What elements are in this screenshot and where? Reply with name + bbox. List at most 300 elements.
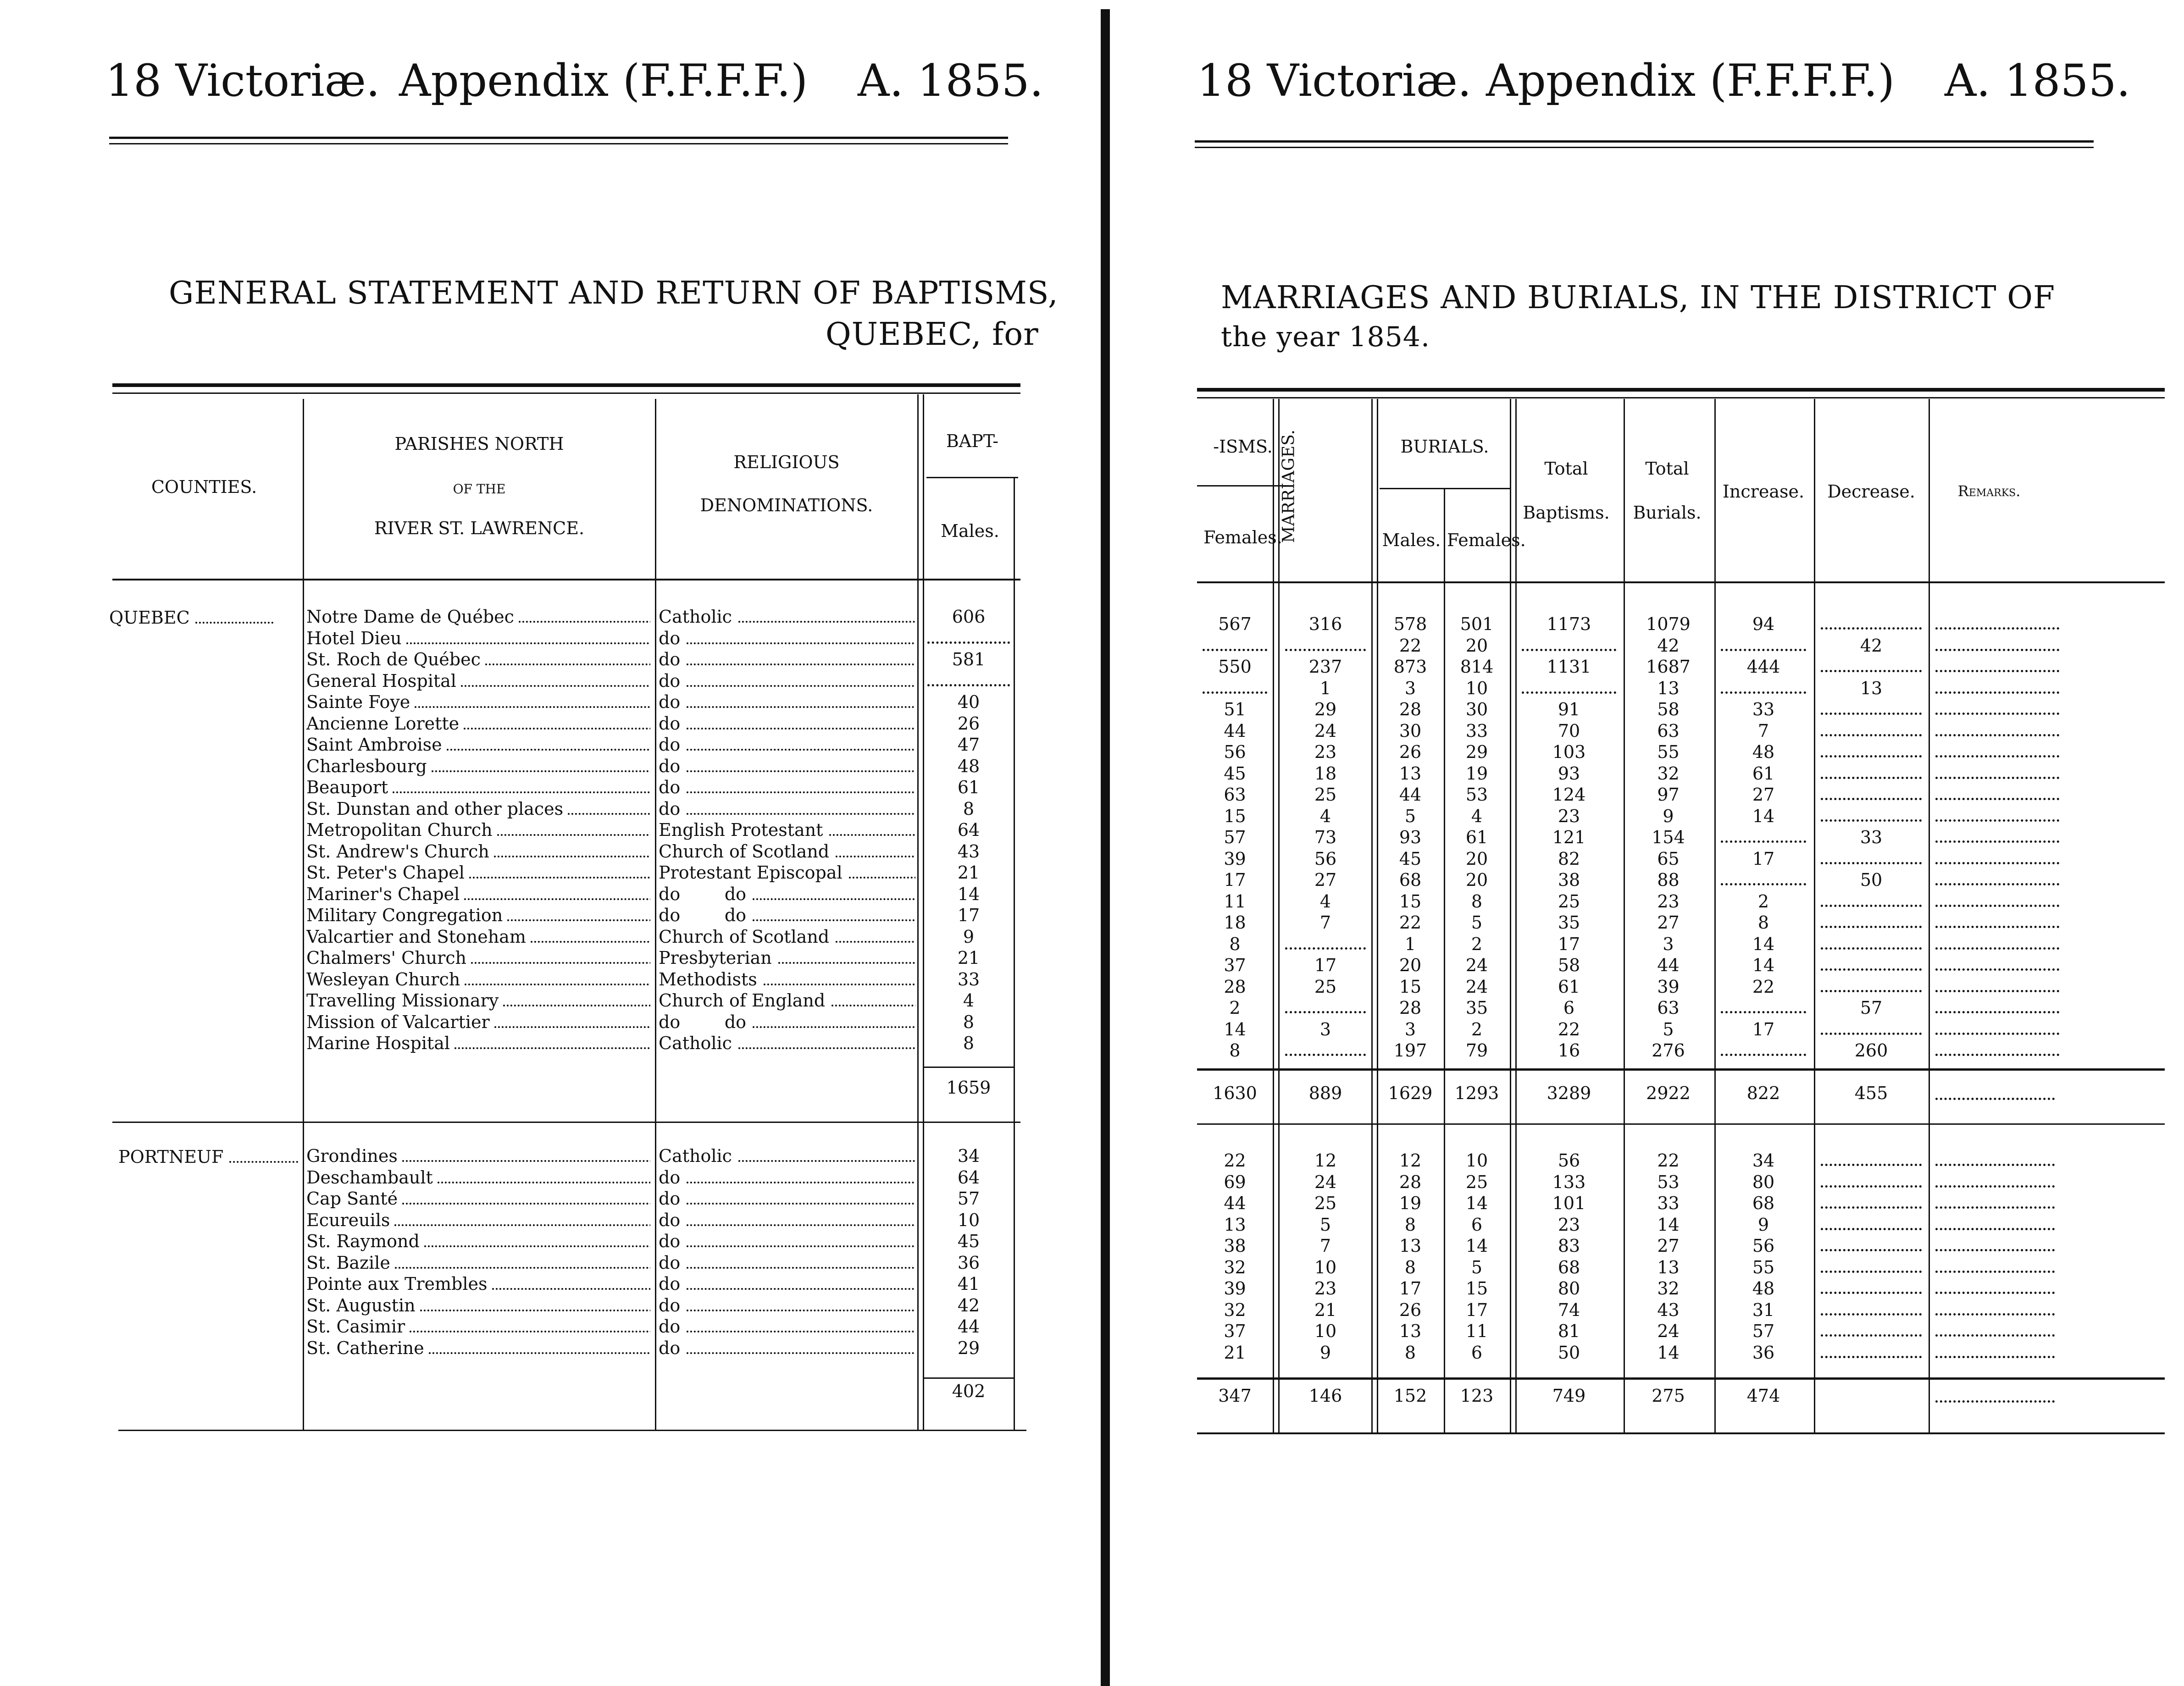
quebec-row-13-inc: 2 bbox=[1757, 891, 1769, 912]
left-table-top-rule-2 bbox=[112, 392, 1020, 394]
quebec-row-17-inc: 22 bbox=[1752, 976, 1775, 997]
quebec-row-8-mar: 25 bbox=[1314, 785, 1337, 805]
quebec-row-12-tu: 88 bbox=[1657, 870, 1680, 890]
quebec-row-14-tu: 27 bbox=[1657, 912, 1680, 933]
quebec-row-2-uf: 814 bbox=[1460, 657, 1494, 677]
quebec-row-15-inc: 14 bbox=[1752, 934, 1775, 954]
quebec-row-0-um: 578 bbox=[1393, 614, 1427, 634]
portneuf-total-uf: 123 bbox=[1460, 1386, 1494, 1406]
portneuf-row-3-bapt-males: 10 bbox=[957, 1210, 980, 1230]
vline-denom-a bbox=[917, 394, 919, 1431]
portneuf-row-9-um: 8 bbox=[1404, 1342, 1416, 1363]
quebec-row-6-tu: 55 bbox=[1657, 742, 1680, 762]
quebec-row-9-uf: 4 bbox=[1471, 806, 1483, 826]
quebec-row-20-bf: 8 bbox=[1229, 1040, 1241, 1061]
quebec-row-15-dec-blank bbox=[1821, 947, 1922, 950]
portneuf-row-1-inc: 80 bbox=[1752, 1172, 1775, 1192]
quebec-row-8-uf: 53 bbox=[1465, 785, 1488, 805]
quebec-row-12-parish: St. Peter's Chapel bbox=[306, 862, 650, 883]
left-header-rule-2 bbox=[109, 143, 1008, 144]
quebec-row-20-tb: 16 bbox=[1558, 1040, 1580, 1061]
quebec-row-17-um: 15 bbox=[1399, 976, 1422, 997]
rvline-bur-females bbox=[1510, 399, 1511, 1433]
vline-parishes bbox=[655, 399, 656, 1431]
quebec-row-7-parish: Charlesbourg bbox=[306, 756, 650, 777]
quebec-row-15-bapt-males: 9 bbox=[963, 926, 975, 947]
quebec-row-19-mar: 3 bbox=[1319, 1019, 1331, 1039]
portneuf-total-inc: 474 bbox=[1746, 1386, 1780, 1406]
quebec-total-um: 1629 bbox=[1388, 1083, 1433, 1103]
col-marriages: MARRIAGES. bbox=[1279, 429, 1298, 543]
quebec-row-2-tb: 1131 bbox=[1547, 657, 1591, 677]
county-quebec: QUEBEC bbox=[109, 607, 273, 628]
portneuf-row-1-bf: 69 bbox=[1224, 1172, 1246, 1192]
portneuf-row-9-mar: 9 bbox=[1319, 1342, 1331, 1363]
quebec-total-tu: 2922 bbox=[1646, 1083, 1691, 1103]
quebec-row-2-bapt-males: 581 bbox=[952, 649, 986, 669]
portneuf-row-1-mar: 24 bbox=[1314, 1172, 1337, 1192]
quebec-row-9-mar: 4 bbox=[1319, 806, 1331, 826]
portneuf-row-0-denomination: Catholic bbox=[659, 1145, 915, 1166]
quebec-row-19-bf: 14 bbox=[1224, 1019, 1246, 1039]
portneuf-row-5-dec-blank bbox=[1821, 1271, 1922, 1273]
quebec-males-total-rule bbox=[923, 1067, 1014, 1068]
rvline-increase bbox=[1814, 399, 1815, 1433]
quebec-row-2-remarks-blank bbox=[1935, 670, 2059, 672]
quebec-row-19-bapt-males: 8 bbox=[963, 1012, 975, 1032]
quebec-row-17-bapt-males: 33 bbox=[957, 969, 980, 989]
portneuf-row-2-uf: 14 bbox=[1465, 1193, 1488, 1213]
portneuf-row-8-inc: 57 bbox=[1752, 1321, 1775, 1341]
quebec-row-6-tb: 103 bbox=[1552, 742, 1586, 762]
portneuf-row-2-dec-blank bbox=[1821, 1206, 1922, 1209]
portneuf-row-8-dec-blank bbox=[1821, 1334, 1922, 1337]
quebec-row-10-dec: 33 bbox=[1860, 827, 1883, 847]
quebec-row-4-um: 28 bbox=[1399, 699, 1422, 719]
quebec-row-7-um: 13 bbox=[1399, 763, 1422, 784]
quebec-row-8-bf: 63 bbox=[1224, 785, 1246, 805]
portneuf-row-8-uf: 11 bbox=[1465, 1321, 1488, 1341]
quebec-row-11-uf: 20 bbox=[1465, 848, 1488, 869]
right-header-rule-2 bbox=[1195, 147, 2094, 148]
portneuf-row-7-remarks-blank bbox=[1935, 1313, 2055, 1316]
quebec-row-10-tu: 154 bbox=[1652, 827, 1685, 847]
quebec-row-10-bapt-males: 64 bbox=[957, 820, 980, 840]
col-decrease: Decrease. bbox=[1827, 481, 1915, 502]
quebec-row-4-bapt-males: 40 bbox=[957, 692, 980, 712]
quebec-row-5-inc: 7 bbox=[1757, 720, 1769, 741]
quebec-row-9-inc: 14 bbox=[1752, 806, 1775, 826]
portneuf-total-bf: 347 bbox=[1218, 1386, 1252, 1406]
quebec-row-0-dec-blank bbox=[1821, 627, 1922, 630]
quebec-row-19-denomination: do do bbox=[659, 1012, 915, 1033]
quebec-row-11-tb: 82 bbox=[1558, 848, 1580, 869]
right-table-top-rule-2 bbox=[1197, 397, 2165, 398]
portneuf-row-7-parish: St. Augustin bbox=[306, 1295, 650, 1316]
quebec-row-9-um: 5 bbox=[1404, 806, 1416, 826]
quebec-row-5-tb: 70 bbox=[1558, 720, 1580, 741]
quebec-row-4-uf: 30 bbox=[1465, 699, 1488, 719]
quebec-row-15-parish: Valcartier and Stoneham bbox=[306, 926, 650, 947]
quebec-row-1-parish: Hotel Dieu bbox=[306, 628, 650, 649]
quebec-row-7-uf: 19 bbox=[1465, 763, 1488, 784]
portneuf-row-3-dec-blank bbox=[1821, 1228, 1922, 1230]
quebec-row-10-inc-blank bbox=[1721, 840, 1806, 843]
quebec-row-5-remarks-blank bbox=[1935, 734, 2059, 736]
col-counties: COUNTIES. bbox=[151, 477, 257, 497]
col-burials: BURIALS. bbox=[1400, 437, 1489, 457]
quebec-row-16-denomination: Presbyterian bbox=[659, 947, 915, 968]
portneuf-row-0-inc: 34 bbox=[1752, 1150, 1775, 1171]
quebec-row-10-remarks-blank bbox=[1935, 840, 2059, 843]
quebec-total-tb: 3289 bbox=[1547, 1083, 1591, 1103]
quebec-row-4-bf: 51 bbox=[1224, 699, 1246, 719]
portneuf-row-3-denomination: do bbox=[659, 1210, 915, 1231]
quebec-row-2-mar: 237 bbox=[1308, 657, 1342, 677]
quebec-row-19-dec-blank bbox=[1821, 1033, 1922, 1035]
quebec-row-16-bapt-males: 21 bbox=[957, 948, 980, 968]
portneuf-row-6-parish: Pointe aux Trembles bbox=[306, 1273, 650, 1294]
quebec-row-7-dec-blank bbox=[1821, 777, 1922, 779]
quebec-row-15-mar-blank bbox=[1285, 947, 1366, 950]
quebec-row-1-tu: 42 bbox=[1657, 635, 1680, 656]
quebec-row-0-tb: 1173 bbox=[1547, 614, 1591, 634]
quebec-row-5-um: 30 bbox=[1399, 720, 1422, 741]
quebec-row-14-tb: 35 bbox=[1558, 912, 1580, 933]
quebec-row-13-um: 15 bbox=[1399, 891, 1422, 912]
quebec-row-16-mar: 17 bbox=[1314, 955, 1337, 975]
quebec-row-3-inc-blank bbox=[1721, 691, 1806, 694]
county-portneuf: PORTNEUF bbox=[118, 1146, 298, 1167]
portneuf-row-4-parish: St. Raymond bbox=[306, 1231, 650, 1252]
quebec-total-rule-right bbox=[1197, 1068, 2165, 1071]
quebec-row-18-parish: Travelling Missionary bbox=[306, 990, 650, 1011]
quebec-row-3-uf: 10 bbox=[1465, 678, 1488, 698]
quebec-row-19-tu: 5 bbox=[1663, 1019, 1674, 1039]
quebec-row-4-inc: 33 bbox=[1752, 699, 1775, 719]
quebec-row-6-inc: 48 bbox=[1752, 742, 1775, 762]
quebec-row-6-parish: Saint Ambroise bbox=[306, 734, 650, 755]
quebec-row-11-mar: 56 bbox=[1314, 848, 1337, 869]
quebec-row-11-parish: St. Andrew's Church bbox=[306, 841, 650, 862]
portneuf-row-5-tu: 13 bbox=[1657, 1257, 1680, 1277]
left-title-line2: QUEBEC, for bbox=[826, 316, 1039, 353]
portneuf-row-2-tu: 33 bbox=[1657, 1193, 1680, 1213]
portneuf-total-tb: 749 bbox=[1552, 1386, 1586, 1406]
quebec-row-6-bapt-males: 47 bbox=[957, 735, 980, 755]
portneuf-row-2-denomination: do bbox=[659, 1188, 915, 1209]
quebec-row-3-mar: 1 bbox=[1319, 678, 1331, 698]
portneuf-row-7-mar: 21 bbox=[1314, 1299, 1337, 1320]
quebec-row-6-bf: 56 bbox=[1224, 742, 1246, 762]
portneuf-row-3-uf: 6 bbox=[1471, 1214, 1483, 1235]
portneuf-row-2-remarks-blank bbox=[1935, 1206, 2055, 1209]
quebec-row-15-um: 1 bbox=[1404, 934, 1416, 954]
portneuf-males-total: 402 bbox=[952, 1381, 986, 1401]
quebec-row-1-uf: 20 bbox=[1465, 635, 1488, 656]
quebec-row-3-bapt-males-blank bbox=[927, 684, 1010, 686]
portneuf-row-6-bapt-males: 41 bbox=[957, 1274, 980, 1294]
portneuf-row-2-tb: 101 bbox=[1552, 1193, 1586, 1213]
quebec-row-14-bf: 18 bbox=[1224, 912, 1246, 933]
quebec-row-2-bf: 550 bbox=[1218, 657, 1252, 677]
portneuf-row-9-uf: 6 bbox=[1471, 1342, 1483, 1363]
quebec-row-13-dec-blank bbox=[1821, 905, 1922, 907]
quebec-row-7-tu: 32 bbox=[1657, 763, 1680, 784]
portneuf-row-9-tu: 14 bbox=[1657, 1342, 1680, 1363]
portneuf-row-7-bapt-males: 42 bbox=[957, 1295, 980, 1316]
quebec-row-9-bapt-males: 8 bbox=[963, 798, 975, 819]
portneuf-row-8-remarks-blank bbox=[1935, 1334, 2055, 1337]
col-religious-2: DENOMINATIONS. bbox=[700, 495, 873, 515]
portneuf-row-1-denomination: do bbox=[659, 1167, 915, 1188]
quebec-row-13-uf: 8 bbox=[1471, 891, 1483, 912]
portneuf-row-1-parish: Deschambault bbox=[306, 1167, 650, 1188]
portneuf-row-2-mar: 25 bbox=[1314, 1193, 1337, 1213]
right-title-line1: MARRIAGES AND BURIALS, IN THE DISTRICT OF bbox=[1221, 280, 2056, 316]
quebec-row-1-denomination: do bbox=[659, 628, 915, 649]
portneuf-row-4-denomination: do bbox=[659, 1231, 915, 1252]
portneuf-row-7-denomination: do bbox=[659, 1295, 915, 1316]
quebec-row-0-inc: 94 bbox=[1752, 614, 1775, 634]
quebec-row-8-remarks-blank bbox=[1935, 798, 2059, 800]
quebec-row-4-denomination: do bbox=[659, 691, 915, 713]
quebec-row-16-tu: 44 bbox=[1657, 955, 1680, 975]
quebec-row-1-mar-blank bbox=[1285, 649, 1366, 651]
portneuf-row-8-bapt-males: 44 bbox=[957, 1316, 980, 1337]
quebec-row-19-parish: Mission of Valcartier bbox=[306, 1012, 650, 1033]
quebec-row-0-bapt-males: 606 bbox=[952, 607, 986, 627]
col-total-burials-1: Total bbox=[1645, 459, 1689, 479]
quebec-row-2-um: 873 bbox=[1393, 657, 1427, 677]
portneuf-row-2-inc: 68 bbox=[1752, 1193, 1775, 1213]
quebec-row-17-bf: 28 bbox=[1224, 976, 1246, 997]
portneuf-row-9-denomination: do bbox=[659, 1338, 915, 1359]
quebec-row-13-remarks-blank bbox=[1935, 905, 2059, 907]
left-title-line1: GENERAL STATEMENT AND RETURN OF BAPTISMS, bbox=[169, 275, 1059, 311]
quebec-row-0-remarks-blank bbox=[1935, 627, 2059, 630]
quebec-row-7-tb: 93 bbox=[1558, 763, 1580, 784]
quebec-row-6-um: 26 bbox=[1399, 742, 1422, 762]
quebec-row-18-denomination: Church of England bbox=[659, 990, 915, 1011]
quebec-row-7-mar: 18 bbox=[1314, 763, 1337, 784]
col-increase: Increase. bbox=[1722, 481, 1805, 502]
portneuf-row-4-tu: 27 bbox=[1657, 1236, 1680, 1256]
left-session: 18 Victoriæ. bbox=[105, 55, 380, 106]
portneuf-row-8-um: 13 bbox=[1399, 1321, 1422, 1341]
portneuf-row-6-um: 17 bbox=[1399, 1278, 1422, 1299]
quebec-row-11-bapt-males: 43 bbox=[957, 841, 980, 862]
quebec-row-20-dec: 260 bbox=[1854, 1040, 1888, 1061]
quebec-row-18-bapt-males: 4 bbox=[963, 990, 975, 1011]
quebec-row-1-bapt-males-blank bbox=[927, 641, 1010, 644]
quebec-row-3-remarks-blank bbox=[1935, 691, 2059, 694]
quebec-row-7-bf: 45 bbox=[1224, 763, 1246, 784]
portneuf-row-0-parish: Grondines bbox=[306, 1145, 650, 1166]
portneuf-row-5-bapt-males: 36 bbox=[957, 1252, 980, 1273]
portneuf-row-2-um: 19 bbox=[1399, 1193, 1422, 1213]
quebec-row-12-remarks-blank bbox=[1935, 883, 2059, 885]
quebec-row-16-dec-blank bbox=[1821, 968, 1922, 971]
portneuf-row-4-remarks-blank bbox=[1935, 1249, 2055, 1251]
col-religious-1: RELIGIOUS bbox=[733, 452, 840, 472]
left-year: A. 1855. bbox=[858, 55, 1044, 106]
quebec-row-11-denomination: Church of Scotland bbox=[659, 841, 915, 862]
quebec-row-8-inc: 27 bbox=[1752, 785, 1775, 805]
col-burial-males: Males. bbox=[1382, 530, 1441, 550]
quebec-row-18-uf: 35 bbox=[1465, 998, 1488, 1018]
portneuf-row-4-mar: 7 bbox=[1319, 1236, 1331, 1256]
portneuf-row-9-bf: 21 bbox=[1224, 1342, 1246, 1363]
quebec-row-17-denomination: Methodists bbox=[659, 969, 915, 990]
quebec-total-bf: 1630 bbox=[1213, 1083, 1257, 1103]
portneuf-row-0-bapt-males: 34 bbox=[957, 1146, 980, 1166]
quebec-row-20-parish: Marine Hospital bbox=[306, 1033, 650, 1054]
col-parishes-2: OF THE bbox=[453, 481, 506, 497]
quebec-row-15-tb: 17 bbox=[1558, 934, 1580, 954]
quebec-row-9-tb: 23 bbox=[1558, 806, 1580, 826]
portneuf-row-1-tb: 133 bbox=[1552, 1172, 1586, 1192]
quebec-row-19-uf: 2 bbox=[1471, 1019, 1483, 1039]
portneuf-row-5-um: 8 bbox=[1404, 1257, 1416, 1277]
quebec-row-14-dec-blank bbox=[1821, 926, 1922, 928]
portneuf-row-2-bf: 44 bbox=[1224, 1193, 1246, 1213]
quebec-row-20-inc-blank bbox=[1721, 1054, 1806, 1056]
quebec-row-20-bapt-males: 8 bbox=[963, 1033, 975, 1053]
quebec-row-9-remarks-blank bbox=[1935, 819, 2059, 822]
portneuf-row-3-remarks-blank bbox=[1935, 1228, 2055, 1230]
portneuf-row-8-mar: 10 bbox=[1314, 1321, 1337, 1341]
portneuf-row-5-tb: 68 bbox=[1558, 1257, 1580, 1277]
quebec-row-14-inc: 8 bbox=[1757, 912, 1769, 933]
portneuf-row-4-tb: 83 bbox=[1558, 1236, 1580, 1256]
portneuf-row-4-um: 13 bbox=[1399, 1236, 1422, 1256]
quebec-row-12-dec: 50 bbox=[1860, 870, 1883, 890]
quebec-row-11-tu: 65 bbox=[1657, 848, 1680, 869]
quebec-row-5-bapt-males: 26 bbox=[957, 713, 980, 734]
quebec-row-12-inc-blank bbox=[1721, 883, 1806, 885]
portneuf-row-3-um: 8 bbox=[1404, 1214, 1416, 1235]
portneuf-row-9-parish: St. Catherine bbox=[306, 1338, 650, 1359]
quebec-row-12-denomination: Protestant Episcopal bbox=[659, 862, 915, 883]
portneuf-row-6-dec-blank bbox=[1821, 1292, 1922, 1294]
quebec-row-17-remarks-blank bbox=[1935, 990, 2059, 992]
quebec-row-3-tb-blank bbox=[1522, 691, 1616, 694]
portneuf-row-8-bf: 37 bbox=[1224, 1321, 1246, 1341]
quebec-row-7-denomination: do bbox=[659, 756, 915, 777]
quebec-row-8-dec-blank bbox=[1821, 798, 1922, 800]
quebec-row-18-inc-blank bbox=[1721, 1011, 1806, 1013]
col-males: Males. bbox=[941, 521, 999, 541]
quebec-row-20-um: 197 bbox=[1393, 1040, 1427, 1061]
quebec-row-17-dec-blank bbox=[1821, 990, 1922, 992]
quebec-row-16-uf: 24 bbox=[1465, 955, 1488, 975]
quebec-row-18-bf: 2 bbox=[1229, 998, 1241, 1018]
quebec-row-3-denomination: do bbox=[659, 670, 915, 691]
portneuf-row-0-tb: 56 bbox=[1558, 1150, 1580, 1171]
quebec-row-18-um: 28 bbox=[1399, 998, 1422, 1018]
col-females: Females. bbox=[1203, 527, 1282, 547]
left-header-rule bbox=[109, 137, 1008, 139]
quebec-row-14-denomination: do do bbox=[659, 905, 915, 926]
bapt-sub-rule bbox=[926, 477, 1018, 478]
quebec-row-9-bf: 15 bbox=[1224, 806, 1246, 826]
quebec-row-12-um: 68 bbox=[1399, 870, 1422, 890]
quebec-row-10-bf: 57 bbox=[1224, 827, 1246, 847]
portneuf-row-1-bapt-males: 64 bbox=[957, 1167, 980, 1188]
col-parishes-1: PARISHES NORTH bbox=[394, 434, 564, 454]
portneuf-row-8-tu: 24 bbox=[1657, 1321, 1680, 1341]
quebec-row-7-remarks-blank bbox=[1935, 777, 2059, 779]
portneuf-row-4-bf: 38 bbox=[1224, 1236, 1246, 1256]
right-session: 18 Victoriæ. bbox=[1197, 55, 1472, 106]
portneuf-row-9-inc: 36 bbox=[1752, 1342, 1775, 1363]
right-year: A. 1855. bbox=[1945, 55, 2131, 106]
quebec-row-20-uf: 79 bbox=[1465, 1040, 1488, 1061]
quebec-row-3-bf-blank bbox=[1203, 691, 1267, 694]
portneuf-row-6-denomination: do bbox=[659, 1273, 915, 1294]
quebec-row-2-dec-blank bbox=[1821, 670, 1922, 672]
portneuf-row-1-remarks-blank bbox=[1935, 1185, 2055, 1188]
quebec-row-4-remarks-blank bbox=[1935, 713, 2059, 715]
col-baptisms-left: BAPT- bbox=[946, 431, 999, 451]
quebec-row-8-tb: 124 bbox=[1552, 785, 1586, 805]
quebec-row-20-denomination: Catholic bbox=[659, 1033, 915, 1054]
quebec-row-3-parish: General Hospital bbox=[306, 670, 650, 691]
quebec-row-1-bf-blank bbox=[1203, 649, 1267, 651]
quebec-row-14-parish: Military Congregation bbox=[306, 905, 650, 926]
right-title-line2: the year 1854. bbox=[1221, 321, 1430, 353]
quebec-row-4-parish: Sainte Foye bbox=[306, 691, 650, 713]
quebec-row-7-inc: 61 bbox=[1752, 763, 1775, 784]
portneuf-row-0-um: 12 bbox=[1399, 1150, 1422, 1171]
portneuf-row-1-dec-blank bbox=[1821, 1185, 1922, 1188]
quebec-row-13-denomination: do do bbox=[659, 884, 915, 905]
portneuf-row-3-parish: Ecureuils bbox=[306, 1210, 650, 1231]
portneuf-row-6-tu: 32 bbox=[1657, 1278, 1680, 1299]
left-appendix: Appendix (F.F.F.F.) bbox=[399, 55, 808, 106]
col-burial-females: Females. bbox=[1447, 530, 1526, 550]
quebec-row-6-dec-blank bbox=[1821, 755, 1922, 757]
portneuf-bottom-rule-right bbox=[1197, 1432, 2165, 1434]
quebec-row-18-mar-blank bbox=[1285, 1011, 1366, 1013]
portneuf-row-6-mar: 23 bbox=[1314, 1278, 1337, 1299]
portneuf-row-8-parish: St. Casimir bbox=[306, 1316, 650, 1337]
portneuf-row-7-bf: 32 bbox=[1224, 1299, 1246, 1320]
quebec-row-5-bf: 44 bbox=[1224, 720, 1246, 741]
portneuf-row-0-remarks-blank bbox=[1935, 1164, 2055, 1166]
quebec-row-15-tu: 3 bbox=[1663, 934, 1674, 954]
portneuf-row-5-bf: 32 bbox=[1224, 1257, 1246, 1277]
quebec-row-20-tu: 276 bbox=[1652, 1040, 1685, 1061]
vline-counties bbox=[303, 399, 304, 1431]
portneuf-row-7-uf: 17 bbox=[1465, 1299, 1488, 1320]
portneuf-row-1-tu: 53 bbox=[1657, 1172, 1680, 1192]
portneuf-row-2-parish: Cap Santé bbox=[306, 1188, 650, 1209]
portneuf-row-9-dec-blank bbox=[1821, 1356, 1922, 1358]
quebec-row-5-tu: 63 bbox=[1657, 720, 1680, 741]
quebec-row-10-mar: 73 bbox=[1314, 827, 1337, 847]
quebec-row-6-denomination: do bbox=[659, 734, 915, 755]
quebec-row-19-inc: 17 bbox=[1752, 1019, 1775, 1039]
quebec-row-13-bf: 11 bbox=[1224, 891, 1246, 912]
quebec-total-mar: 889 bbox=[1308, 1083, 1342, 1103]
portneuf-total-rule-right bbox=[1197, 1377, 2165, 1380]
col-parishes-3: RIVER ST. LAWRENCE. bbox=[374, 518, 585, 538]
col-baptisms-right: -ISMS. bbox=[1213, 437, 1273, 457]
portneuf-total-um: 152 bbox=[1393, 1386, 1427, 1406]
quebec-row-0-bf: 567 bbox=[1218, 614, 1252, 634]
